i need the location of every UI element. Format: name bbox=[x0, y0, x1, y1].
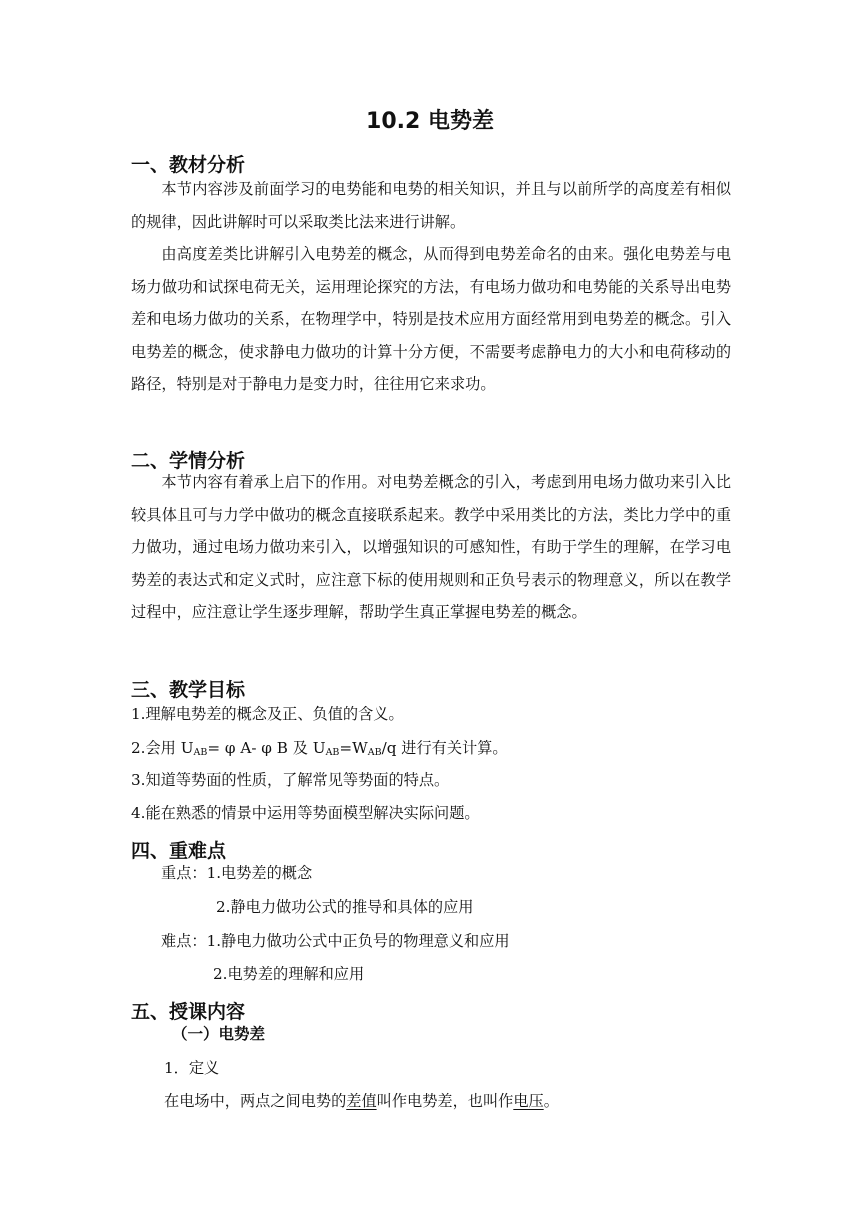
goal-item: 4.能在熟悉的情景中运用等势面模型解决实际问题。 bbox=[131, 804, 480, 822]
paragraph: 由高度差类比讲解引入电势差的概念，从而得到电势差命名的由来。强化电势差与电场力做功和试探电荷无关，运用理论探究的方法，有电场力做功和电势能的关系导出电势差和电场力做功的关系，在物理学中，特别是技术应用方面经常用到电势差的概念。引入电势差的概念，使求静电力做功的计算十分方便，不需要考虑静电力的大小和电荷移动的路径，特别是对于静电力是变力时，往往用它来求功。 bbox=[131, 245, 731, 393]
goal-item: 1.理解电势差的概念及正、负值的含义。 bbox=[131, 705, 404, 723]
key-point-item: 2.静电力做功公式的推导和具体的应用 bbox=[216, 898, 474, 916]
subsection-heading: （一）电势差 bbox=[172, 1025, 266, 1043]
section-heading-1: 一、教材分析 bbox=[131, 154, 246, 176]
goal-item-formula: 2.会用 $U_{AB}= \varphi$ A- φ B 及 $U_{AB}=W_{AB}/q$ 进行有关计算。 bbox=[131, 739, 508, 758]
section-heading-4: 四、重难点 bbox=[131, 840, 227, 862]
paragraph: 本节内容有着承上启下的作用。对电势差概念的引入，考虑到用电场力做功来引入比较具体且可与力学中做功的概念直接联系起来。教学中采用类比的方法，类比力学中的重力做功，通过电场力做功来引入，以增强知识的可感知性，有助于学生的理解，在学习电势差的表达式和定义式时，应注意下标的使用规则和正负号表示的物理意义，所以在教学过程中，应注意让学生逐步理解，帮助学生真正掌握电势差的概念。 bbox=[131, 473, 731, 621]
difficulty-item: 难点：1.静电力做功公式中正负号的物理意义和应用 bbox=[161, 932, 510, 950]
section-heading-2: 二、学情分析 bbox=[131, 450, 246, 472]
paragraph: 本节内容涉及前面学习的电势能和电势的相关知识，并且与以前所学的高度差有相似的规律，因此讲解时可以采取类比法来进行讲解。 bbox=[131, 180, 731, 231]
section-heading-5: 五、授课内容 bbox=[131, 1001, 246, 1023]
goal-item: 3.知道等势面的性质，了解常见等势面的特点。 bbox=[131, 771, 450, 789]
list-item: 1．定义 bbox=[164, 1059, 220, 1077]
definition-text: 在电场中，两点之间电势的差值叫作电势差，也叫作电压。 bbox=[164, 1092, 559, 1110]
difficulty-item: 2.电势差的理解和应用 bbox=[213, 965, 365, 983]
page-title: 10.2 电势差 bbox=[366, 109, 494, 134]
key-point-item: 重点：1.电势差的概念 bbox=[161, 864, 313, 882]
section-heading-3: 三、教学目标 bbox=[131, 679, 246, 701]
